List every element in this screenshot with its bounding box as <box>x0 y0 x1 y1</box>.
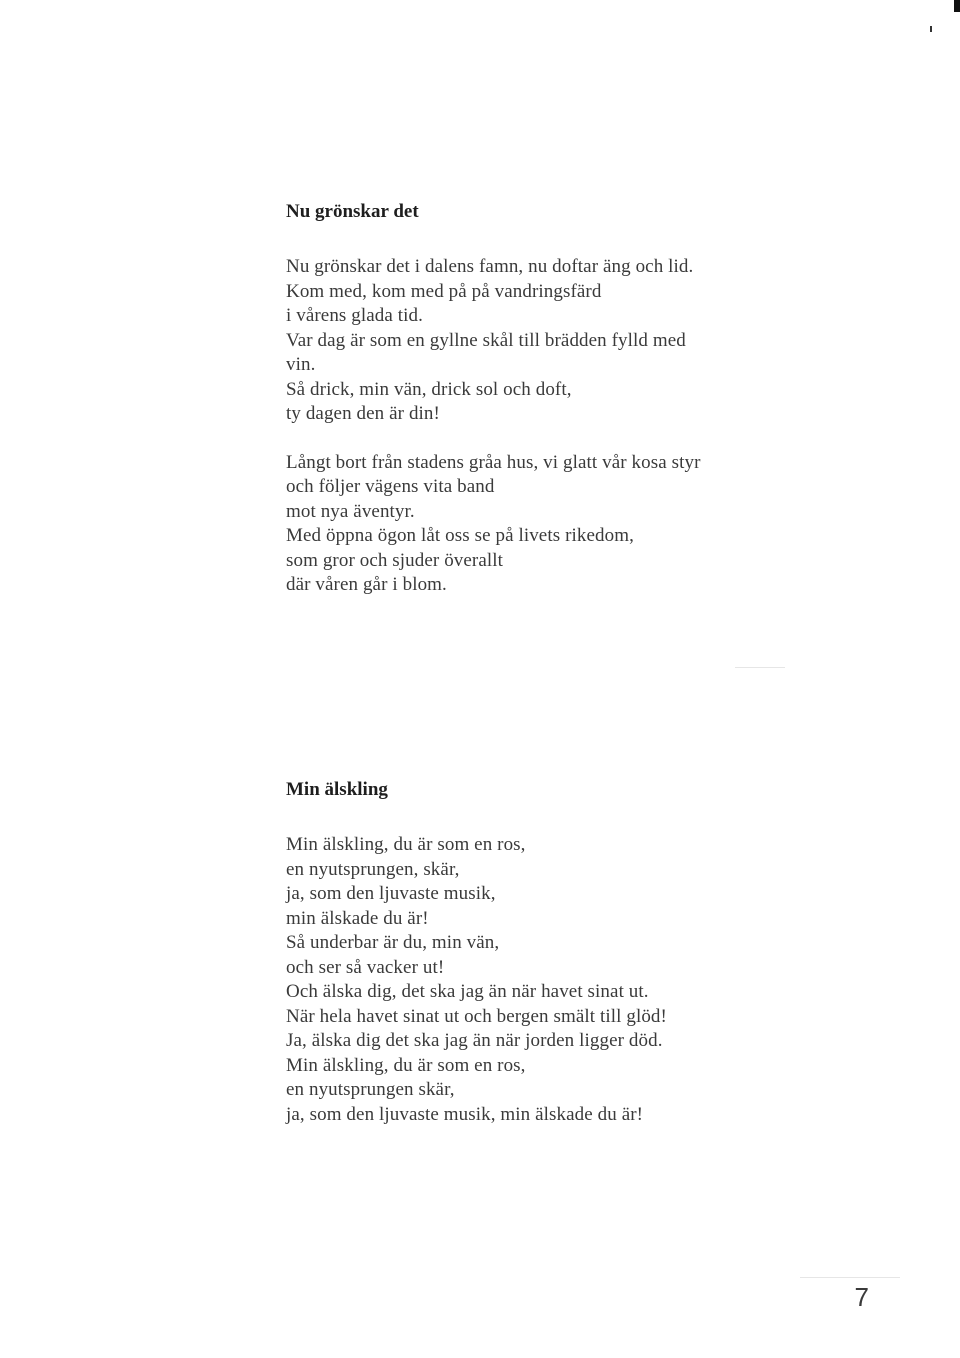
poem-line: Så underbar är du, min vän, <box>286 932 500 953</box>
scan-faint-line <box>735 667 785 668</box>
page-number: 7 <box>854 1282 869 1312</box>
poem-line: en nyutsprungen, skär, <box>286 858 460 880</box>
poem-line: Kom med, kom med på på vandringsfärd <box>286 280 602 302</box>
poem-line: ty dagen den är din! <box>286 403 440 424</box>
scan-edge-mark <box>954 0 960 12</box>
poem-line: Ja, älska dig det ska jag än när jorden ligger död. <box>286 1030 663 1051</box>
poem-line: Min älskling, du är som en ros, <box>286 1054 526 1076</box>
poem-line: ja, som den ljuvaste musik, min älskade du är! <box>286 1103 644 1125</box>
scan-faint-line <box>800 1277 900 1278</box>
poem-line: Nu grönskar det i dalens famn, nu doftar äng och lid. <box>286 256 694 277</box>
poem-line: vin. <box>286 354 316 375</box>
poem-line: När hela havet sinat ut och bergen smält till glöd! <box>286 1005 667 1027</box>
poem-title: Min älskling <box>286 779 388 800</box>
poem-min-alskling <box>286 778 667 1151</box>
stanza <box>286 255 701 427</box>
poem-line: Och älska dig, det ska jag än när havet sinat ut. <box>286 981 649 1002</box>
poem-line: och ser så vacker ut! <box>286 956 445 978</box>
poem-line: där våren går i blom. <box>286 574 447 595</box>
poem-line: Med öppna ögon låt oss se på livets rikedom, <box>286 525 634 546</box>
poem-line: min älskade du är! <box>286 907 429 929</box>
poem-line: en nyutsprungen skär, <box>286 1079 455 1100</box>
stanza <box>286 833 667 1127</box>
poem-line: och följer vägens vita band <box>286 476 495 497</box>
poem-line: Så drick, min vän, drick sol och doft, <box>286 378 572 400</box>
poem-line: mot nya äventyr. <box>286 500 415 522</box>
poem-line: som gror och sjuder överallt <box>286 549 504 571</box>
poem-line: Långt bort från stadens gråa hus, vi glatt vår kosa styr <box>286 451 701 473</box>
poem-line: Min älskling, du är som en ros, <box>286 834 526 855</box>
poem-line: ja, som den ljuvaste musik, <box>286 883 496 904</box>
poem-line: i vårens glada tid. <box>286 305 423 326</box>
poem-line: Var dag är som en gyllne skål till brädden fylld med <box>286 329 686 351</box>
poem-title: Nu grönskar det <box>286 201 419 222</box>
stanza <box>286 451 701 598</box>
scan-dust-mark <box>930 26 932 32</box>
poem-nu-gronskar-det <box>286 200 701 622</box>
